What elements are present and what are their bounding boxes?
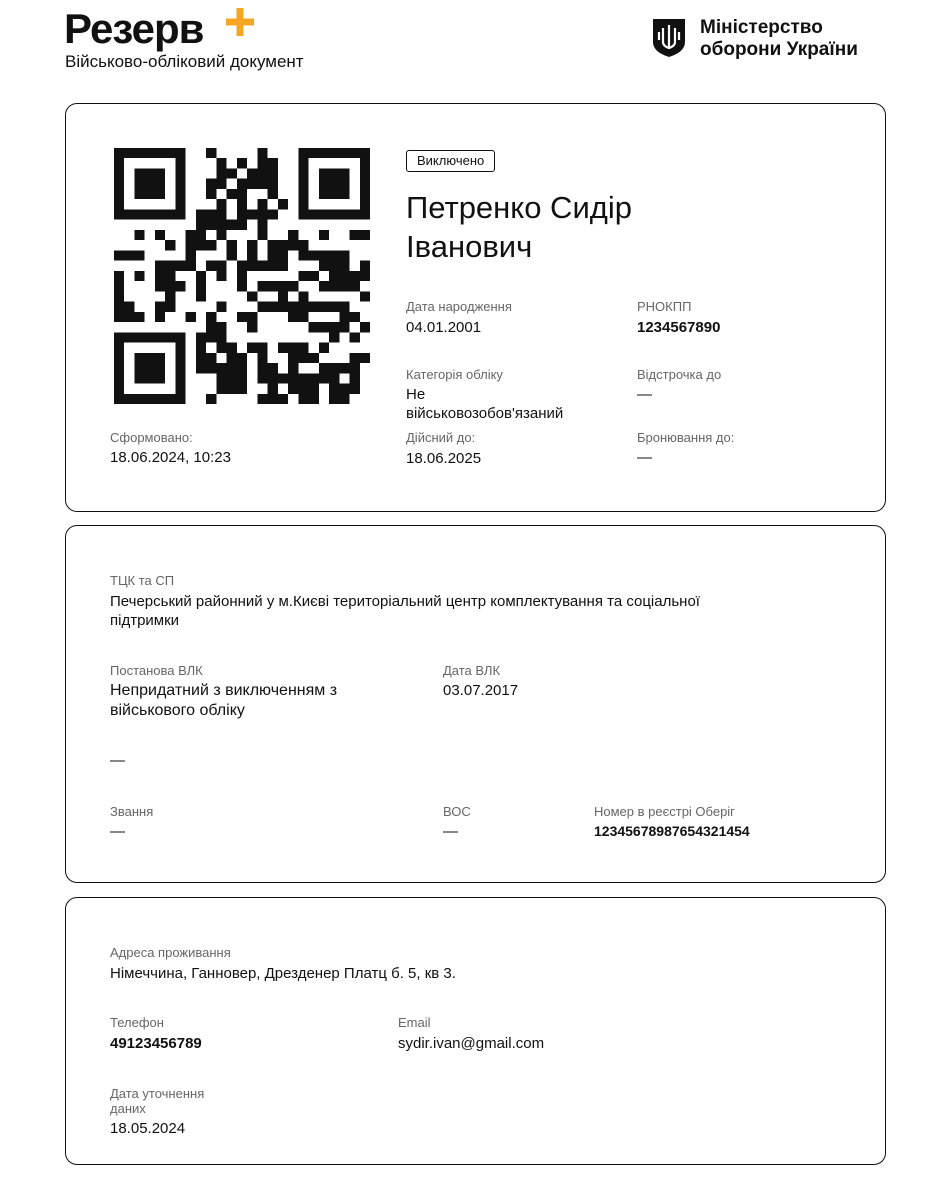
valid-until-value: 18.06.2025 [406,450,482,467]
rnokpp-label: РНОКПП [637,299,692,314]
registry-number-label: Номер в реєстрі Оберіг [594,804,735,819]
name-line-1: Петренко Сидір [406,190,632,225]
ministry-line-1: Міністерство [700,17,823,38]
valid-until-label: Дійсний до: [406,430,476,445]
reservation-label: Бронювання до: [637,430,735,445]
category-value-line-1: Не [406,386,426,403]
vlk-decision-line-1: Непридатний з виключенням з [110,682,338,699]
email-value: sydir.ivan@gmail.com [398,1035,545,1052]
vlk-decision-label: Постанова ВЛК [110,663,203,678]
vlk-date-label: Дата ВЛК [443,663,501,678]
update-date-label-line-1: Дата уточнення [110,1086,205,1101]
vos-value: — [443,823,458,840]
military-registration-card [65,525,886,883]
address-label: Адреса проживання [110,945,231,960]
vos-label: ВОС [443,804,471,819]
phone-label: Телефон [110,1015,164,1030]
deferment-value: — [637,386,652,403]
ministry-title [700,17,858,61]
reservation-value: — [637,449,652,466]
tcc-label: ТЦК та СП [110,573,175,588]
ministry-line-2: оборони України [700,39,858,60]
update-date-label-line-2: даних [110,1101,146,1116]
rnokpp-value: 1234567890 [637,319,721,336]
app-logo-wordmark: Резерв [64,5,204,52]
plus-icon [226,8,254,36]
tcc-value-line-1: Печерський районний у м.Києві територіальний центр комплектування та соціальної [110,593,700,610]
extra-dash: — [110,752,125,769]
vlk-decision-line-2: військового обліку [110,702,245,719]
identity-card [65,103,886,512]
vlk-date-value: 03.07.2017 [443,682,519,699]
rank-value: — [110,823,125,840]
deferment-label: Відстрочка до [637,367,722,382]
qr-code-icon [114,148,370,404]
formed-label: Сформовано: [110,430,193,445]
formed-value: 18.06.2024, 10:23 [110,449,231,466]
category-label: Категорія обліку [406,367,503,382]
tcc-value-line-2: підтримки [110,612,180,629]
birth-date-label: Дата народження [406,299,512,314]
category-value-line-2: військовозобов'язаний [406,405,564,422]
contact-card [65,897,886,1165]
person-full-name [406,188,632,266]
status-badge: Виключено [406,150,495,172]
rank-label: Звання [110,804,154,819]
update-date-value: 18.05.2024 [110,1120,186,1137]
phone-value: 49123456789 [110,1035,202,1052]
ministry-shield-icon [652,18,686,58]
registry-number-value: 12345678987654321454 [594,823,750,839]
email-label: Email [398,1015,431,1030]
name-line-2: Іванович [406,229,533,264]
document-subtitle: Військово-обліковий документ [65,52,304,71]
address-value: Німеччина, Ганновер, Дрезденер Платц б. 5, кв 3. [110,965,456,982]
birth-date-value: 04.01.2001 [406,319,482,336]
